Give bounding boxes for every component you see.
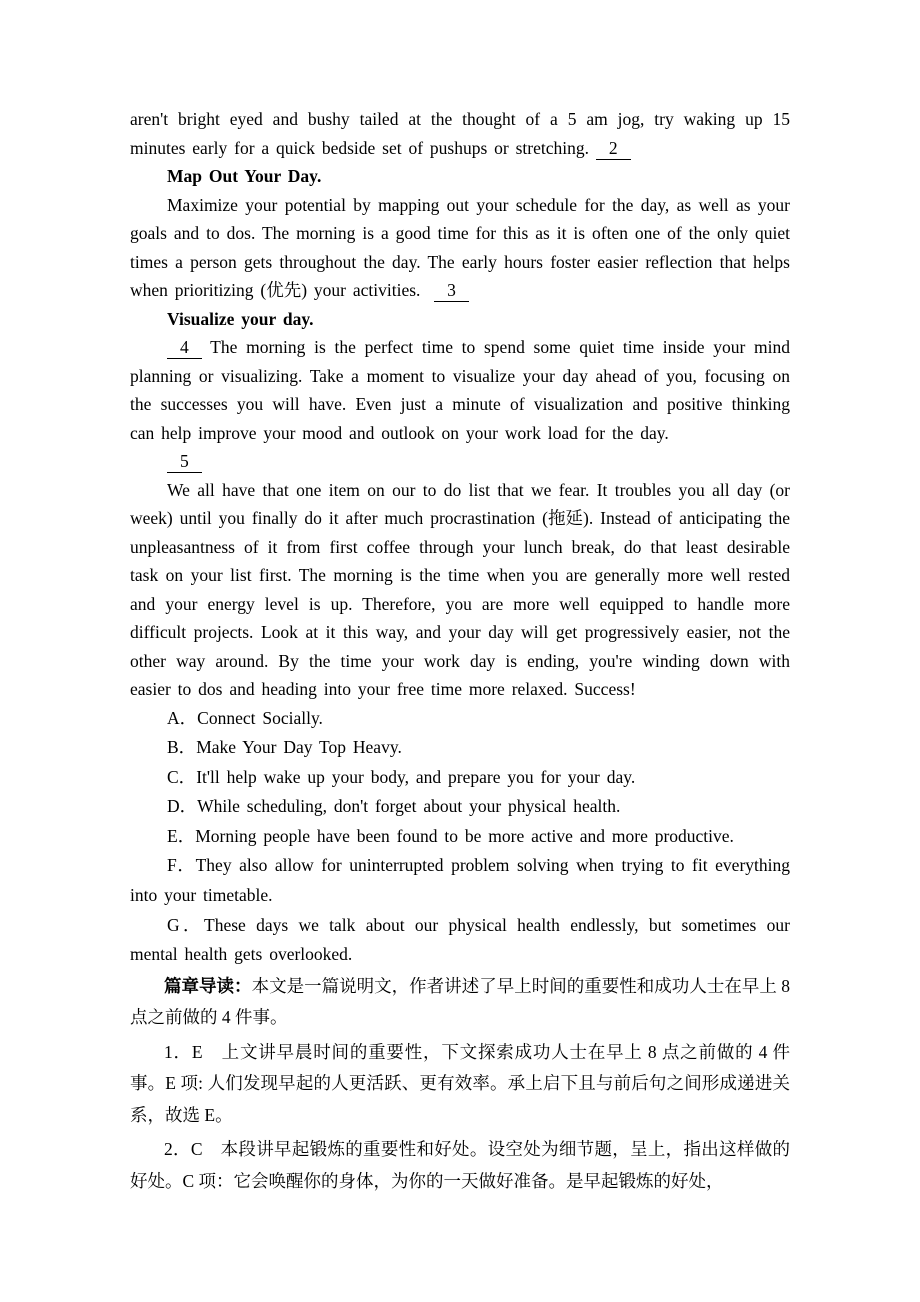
option-text: While scheduling, don't forget about your physical health. <box>197 796 621 817</box>
paragraph-exercise-continuation <box>130 105 790 162</box>
paragraph-visualize-your-day <box>130 333 790 447</box>
body-text: The morning is the perfect time to spend some quiet time inside your mind planning or visualizing. Take a moment to visualize your day ahead of you, focusing on the successes you will have. Even just a minute of visualization and positive thinking can help improve your mood and outlook on your work load for the day. <box>130 337 791 443</box>
heading-visualize-your-day: Visualize your day. <box>167 308 314 329</box>
guide-text: 本文是一篇说明文，作者讲述了早上时间的重要性和成功人士在早上 8 点之前做的 4 件事。 <box>130 975 791 1028</box>
answer-explanation-1: 1．E 上文讲早晨时间的重要性，下文探索成功人士在早上 8 点之前做的 4 件事。E 项: 人们发现早起的人更活跃、更有效率。承上启下且与前后句之间形成递进关系，故选 E。 <box>130 1041 790 1125</box>
paragraph-top-heavy <box>130 476 790 704</box>
blank-number: 4 <box>180 337 189 357</box>
option-label: F． <box>167 855 196 876</box>
option-text: Connect Socially. <box>197 707 323 728</box>
passage-guide <box>130 971 790 1034</box>
body-text: Maximize your potential by mapping out your schedule for the day, as well as your goals and to dos. The morning is a good time for this as it is often one of the only quiet times a person gets throughout the day. The early hours foster easier reflection that helps when prioritizing (优先) your activities. <box>130 194 790 300</box>
option-e <box>130 822 790 852</box>
option-label: E． <box>167 825 196 846</box>
blank-number: 3 <box>447 280 456 300</box>
blank-2 <box>596 137 631 160</box>
heading-map-out-your-day: Map Out Your Day. <box>167 166 322 186</box>
option-text: It'll help wake up your body, and prepare you for your day. <box>196 766 636 787</box>
paragraph-blank-heading <box>130 447 790 476</box>
option-g <box>130 911 790 970</box>
option-text: These days we talk about our physical health endlessly, but sometimes our mental health gets overlooked. <box>130 914 790 965</box>
blank-3 <box>434 279 469 302</box>
option-b <box>130 733 790 763</box>
option-text: Morning people have been found to be more active and more productive. <box>195 825 734 846</box>
body-text: We all have that one item on our to do list that we fear. It troubles you all day (or week) until you finally do it after much procrastination (拖延). Instead of anticipating the unpleasantness of it from first coffee through your lunch break, do that least desirable task on your list first. The morning is the time when you are generally more well rested and your energy level is up. Therefore, you are more well equipped to handle more difficult projects. Look at it this way, and your day will get progressively easier, not the other way around. By the time your work day is ending, you're winding down with easier to dos and heading into your free time more relaxed. Success! <box>130 479 790 699</box>
option-text: Make Your Day Top Heavy. <box>196 737 402 758</box>
answer-explanation-2: 2．C 本段讲早起锻炼的重要性和好处。设空处为细节题，呈上，指出这样做的好处。C 项：它会唤醒你的身体，为你的一天做好准备。是早起锻炼的好处， <box>130 1139 790 1191</box>
option-label: A． <box>167 707 198 728</box>
blank-number: 2 <box>608 137 618 158</box>
option-a <box>130 704 790 734</box>
blank-4 <box>167 336 202 359</box>
option-text: They also allow for uninterrupted problem solving when trying to fit everything into your timetable. <box>130 855 790 906</box>
option-label: D． <box>167 796 198 817</box>
paragraph-map-out-your-day <box>130 191 790 305</box>
option-c <box>130 763 790 793</box>
blank-5 <box>167 450 202 473</box>
option-label: C． <box>167 766 197 787</box>
option-label: G． <box>167 914 204 935</box>
guide-lead-label: 篇章导读： <box>164 975 252 996</box>
option-d <box>130 792 790 822</box>
option-label: B． <box>167 737 197 758</box>
body-text: aren't bright eyed and bushy tailed at the thought of a 5 am jog, try waking up 15 minutes early for a quick bedside set of pushups or stretching. <box>130 109 790 158</box>
blank-number: 5 <box>180 451 189 471</box>
option-f <box>130 851 790 910</box>
